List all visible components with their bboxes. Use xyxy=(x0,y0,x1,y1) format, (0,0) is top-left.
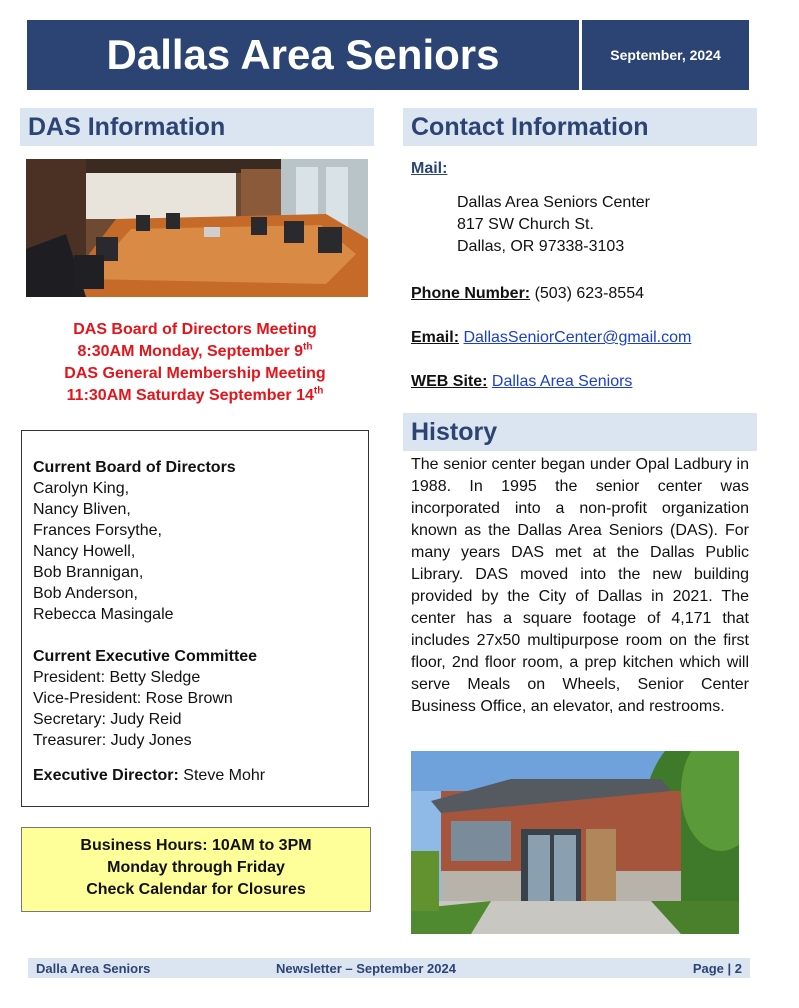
footer-newsletter-label: Newsletter – September 2024 xyxy=(276,961,456,976)
meeting-schedule xyxy=(20,319,370,407)
board-member: Carolyn King, xyxy=(33,480,130,497)
page-footer xyxy=(28,958,750,978)
business-hours-box xyxy=(21,827,371,912)
email-row: Email: DallasSeniorCenter@gmail.com xyxy=(411,329,692,346)
address-line: Dallas, OR 97338-3103 xyxy=(457,238,625,255)
boardroom-photo xyxy=(26,159,368,297)
board-member: Rebecca Masingale xyxy=(33,606,174,623)
board-heading: Current Board of Directors xyxy=(33,459,236,476)
executive-director: Executive Director: Steve Mohr xyxy=(33,767,266,784)
hours-line: Business Hours: 10AM to 3PM xyxy=(80,837,312,854)
phone-number: (503) 623-8554 xyxy=(534,285,644,302)
issue-date: September, 2024 xyxy=(610,47,721,63)
board-member: Frances Forsythe, xyxy=(33,522,162,539)
address-line: 817 SW Church St. xyxy=(457,216,594,233)
newsletter-title: Dallas Area Seniors xyxy=(106,31,500,78)
board-member: Nancy Bliven, xyxy=(33,501,131,518)
executive-member: Vice-President: Rose Brown xyxy=(33,690,233,707)
address-line: Dallas Area Seniors Center xyxy=(457,194,650,211)
website-row: WEB Site: Dallas Area Seniors xyxy=(411,373,633,390)
board-member: Bob Anderson, xyxy=(33,585,138,602)
board-of-directors-box xyxy=(21,430,369,807)
header-banner xyxy=(27,20,749,90)
closures-line: Check Calendar for Closures xyxy=(86,881,306,898)
executive-member: Secretary: Judy Reid xyxy=(33,711,182,728)
footer-page-number: Page | 2 xyxy=(692,961,742,976)
contact-heading: Contact Information xyxy=(403,108,757,146)
board-member: Bob Brannigan, xyxy=(33,564,144,581)
executive-committee-heading: Current Executive Committee xyxy=(33,648,258,665)
general-meeting-time: 11:30AM Saturday September 14th xyxy=(66,385,324,404)
executive-member: Treasurer: Judy Jones xyxy=(33,732,192,749)
board-member: Nancy Howell, xyxy=(33,543,136,560)
history-text: The senior center began under Opal Ladbury in 1988. In 1995 the senior center was incorporated into a non-profit organization known as the Dallas Area Seniors (DAS). For many years DAS met at the Dallas Public Library. DAS moved into the new building provided by the City of Dallas in 2021. The center has a square footage of 4,171 that includes 27x50 multipurpose room on the first floor, 2nd floor room, a prep kitchen which will serve Meals on Wheels, Senior Center Business Office, an elevator, and restrooms. xyxy=(411,456,749,715)
history-heading: History xyxy=(403,413,757,451)
mail-label: Mail: xyxy=(411,160,448,177)
general-meeting-title: DAS General Membership Meeting xyxy=(64,365,326,382)
days-line: Monday through Friday xyxy=(107,859,285,876)
board-meeting-time: 8:30AM Monday, September 9th xyxy=(77,341,313,360)
board-meeting-title: DAS Board of Directors Meeting xyxy=(73,321,317,338)
email-link[interactable]: DallasSeniorCenter@gmail.com xyxy=(463,329,692,346)
senior-center-building-photo xyxy=(411,751,739,934)
mailing-address xyxy=(457,192,650,258)
website-link[interactable]: Dallas Area Seniors xyxy=(491,373,633,390)
footer-org-name: Dalla Area Seniors xyxy=(36,961,151,976)
phone-row: Phone Number: (503) 623-8554 xyxy=(411,285,644,302)
das-info-heading: DAS Information xyxy=(20,108,374,146)
executive-member: President: Betty Sledge xyxy=(33,669,201,686)
